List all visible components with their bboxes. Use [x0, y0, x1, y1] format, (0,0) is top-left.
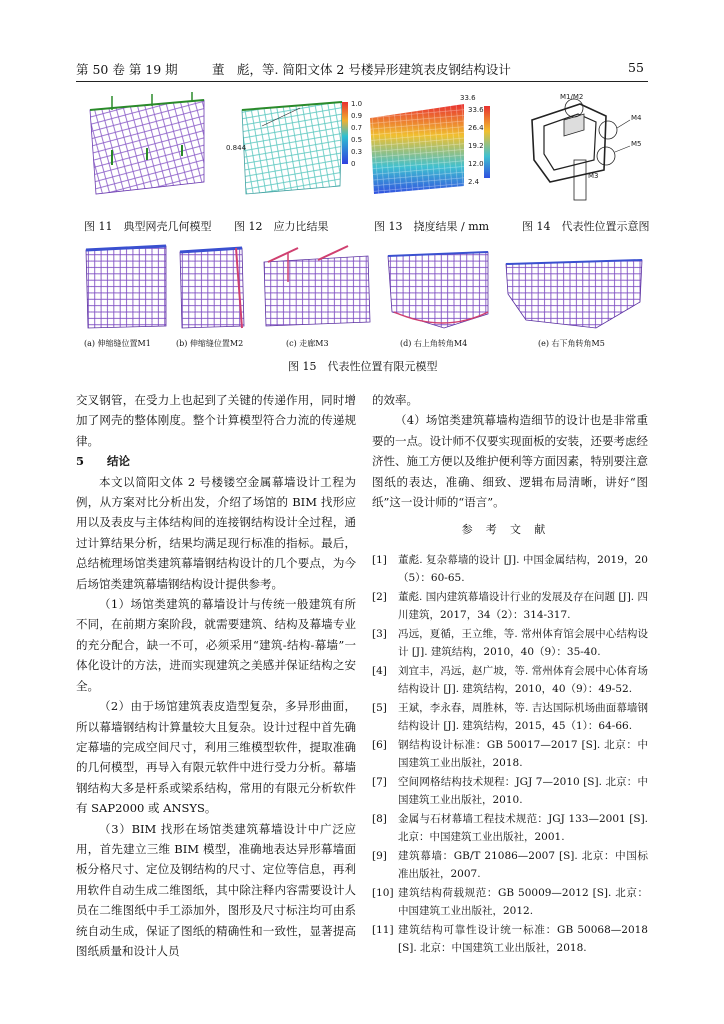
- section-title: 结论: [107, 454, 131, 469]
- paragraph: （2）由于场馆建筑表皮造型复杂，多异形曲面，所以幕墙钢结构计算量较大且复杂。设计过程中首先确定幕墙的完成空间尺寸，利用三维模型软件，提取准确的几何模型，再导入有限元软件中进行受力分析。幕墙钢结构大多是杆系或梁系结构，常用的有限元分析软件有 SAP2000 或 ANSYS。: [76, 699, 356, 816]
- paragraph: 交叉钢管，在受力上也起到了关键的传递作用，同时增加了网壳的整体刚度。整个计算模型符合力流的传递规律。: [76, 393, 356, 448]
- fig12-scale-5: 0.3: [351, 148, 363, 156]
- reference-item: [372, 588, 648, 624]
- fig12-scale-1: 1.0: [351, 100, 363, 108]
- figure-15c-caption: (c) 走廊M3: [286, 339, 329, 348]
- figure-15a-caption: (a) 伸缩缝位置M1: [84, 339, 151, 348]
- reference-text: 建筑结构可靠性设计统一标准：GB 50068—2018 [S]. 北京：中国建筑工业出版社，2018.: [398, 923, 648, 954]
- fig13-scale-4: 12.0: [468, 160, 484, 168]
- reference-item: [372, 847, 648, 883]
- reference-item: [372, 662, 648, 698]
- reference-text: 刘宜丰，冯远，赵广坡，等. 常州体育会展中心体育场结构设计 [J]. 建筑结构，2010，40（9）：49-52.: [398, 664, 648, 695]
- references-title: 参考文献: [461, 523, 559, 537]
- section-heading: [76, 451, 356, 471]
- reference-number: [9]: [372, 849, 387, 862]
- page-number: 55: [628, 60, 644, 75]
- paragraph: （3）BIM 找形在场馆类建筑幕墙设计中广泛应用，首先建立三维 BIM 模型，准确地表达异形幕墙面板分格尺寸、定位及钢结构的尺寸、定位等信息，再利用软件自动生成二维图纸，其中除注释内容需要设计人员在二维图纸中手工添加外，图形及尺寸标注均可由系统自动生成，保证了图纸的精确性和一致性，显著提高图纸质量和设计人员: [76, 821, 356, 958]
- figure-12-caption: 图 12 应力比结果: [234, 220, 329, 233]
- reference-text: 建筑幕墙：GB/T 21086—2007 [S]. 北京：中国标准出版社，2007.: [398, 849, 648, 880]
- figure-15d-caption: (d) 右上角转角M4: [400, 339, 468, 348]
- reference-number: [1]: [372, 553, 387, 566]
- fig12-scale-6: 0: [351, 160, 356, 168]
- figure-15b-image: [176, 242, 248, 332]
- fig13-scale-2: 26.4: [468, 124, 484, 132]
- reference-item: [372, 736, 648, 772]
- fig12-scale-3: 0.7: [351, 124, 363, 132]
- reference-text: 董彪. 复杂幕墙的设计 [J]. 中国金属结构，2019，20（5）：60-65.: [398, 553, 648, 584]
- fig12-annotation: 0.844: [226, 144, 247, 152]
- fig13-annotation: 33.6: [460, 94, 476, 102]
- paragraph: 本文以简阳文体 2 号楼镂空金属幕墙设计工程为例，从方案对比分析出发，介绍了场馆的 BIM 找形应用以及表皮与主体结构间的连接钢结构设计全过程，通过计算结果分析，结果均满足现行标准的指标。最后，总结梳理场馆类建筑幕墙钢结构设计的几个要点，为今后场馆类建筑幕墙钢结构设计提供参考。: [76, 474, 356, 591]
- fig14-label-m4: M4: [631, 114, 642, 122]
- fig14-label-m5: M5: [631, 140, 642, 148]
- figure-14-image: [520, 90, 650, 202]
- reference-number: [10]: [372, 886, 394, 899]
- fig12-scale-4: 0.5: [351, 136, 363, 144]
- reference-number: [5]: [372, 701, 387, 714]
- paragraph: （4）场馆类建筑幕墙构造细节的设计也是非常重要的一点。设计师不仅要实现面板的安装，还要考虑经济性、施工方便以及维护便利等方面因素，特别要注意图纸的表达，准确、细致、逻辑布局清晰，讲好“图纸”这一设计师的“语言”。: [372, 413, 648, 510]
- reference-number: [2]: [372, 590, 387, 603]
- figure-11-image: [82, 90, 210, 202]
- reference-item: [372, 810, 648, 846]
- running-title: 董 彪，等. 简阳文体 2 号楼异形建筑表皮钢结构设计: [212, 62, 511, 77]
- section-number: 5: [76, 454, 85, 469]
- reference-item: [372, 921, 648, 957]
- reference-text: 钢结构设计标准：GB 50017—2017 [S]. 北京：中国建筑工业出版社，2018.: [398, 738, 648, 769]
- reference-number: [8]: [372, 812, 387, 825]
- paragraph: （1）场馆类建筑的幕墙设计与传统一般建筑有所不同，在前期方案阶段，就需要建筑、结构及幕墙专业的充分配合，缺一不可，必须采用“建筑-结构-幕墙”一体化设计的方法，进而实现建筑之美感并保证结构之安全。: [76, 597, 356, 693]
- header-rule: [76, 81, 648, 82]
- figure-15e-caption: (e) 右下角转角M5: [538, 339, 605, 348]
- reference-item: [372, 551, 648, 587]
- reference-number: [3]: [372, 627, 387, 640]
- reference-item: [372, 699, 648, 735]
- figure-15b-caption: (b) 伸缩缝位置M2: [176, 339, 244, 348]
- journal-volume: 第 50 卷 第 19 期: [76, 62, 178, 77]
- reference-number: [7]: [372, 775, 387, 788]
- figure-11-caption: 图 11 典型网壳几何模型: [84, 220, 212, 233]
- reference-text: 董彪. 国内建筑幕墙设计行业的发展及存在问题 [J]. 四川建筑，2017，34（2）：314-317.: [398, 590, 648, 621]
- left-column: [76, 390, 356, 961]
- reference-text: 王斌，李永春，周胜林，等. 吉达国际机场曲面幕墙钢结构设计 [J]. 建筑结构，2015，45（1）：64-66.: [398, 701, 648, 732]
- reference-text: 建筑结构荷载规范：GB 50009—2012 [S]. 北京：中国建筑工业出版社，2012.: [398, 886, 648, 917]
- fig12-scale-2: 0.9: [351, 112, 363, 120]
- reference-item: [372, 884, 648, 920]
- reference-number: [11]: [372, 923, 394, 936]
- figure-13-caption: 图 13 挠度结果 / mm: [374, 220, 490, 233]
- figure-15a-image: [82, 242, 170, 332]
- reference-item: [372, 773, 648, 809]
- reference-list: [372, 551, 648, 957]
- figure-12-image: [222, 90, 370, 202]
- figure-14-caption: 图 14 代表性位置示意图: [522, 220, 650, 233]
- reference-text: 金属与石材幕墙工程技术规范：JGJ 133—2001 [S]. 北京：中国建筑工业出版社，2001.: [398, 812, 648, 843]
- fig13-scale-5: 2.4: [468, 178, 480, 186]
- figure-15e-image: [500, 242, 648, 332]
- paragraph: 的效率。: [372, 393, 418, 407]
- figure-15d-image: [384, 242, 494, 332]
- reference-text: 空间网格结构技术规程：JGJ 7—2010 [S]. 北京：中国建筑工业出版社，2010.: [398, 775, 648, 806]
- figure-13-image: [364, 90, 508, 202]
- figure-15c-image: [258, 242, 378, 332]
- fig14-label-m3: M3: [588, 172, 599, 180]
- reference-text: 冯远，夏循，王立维，等. 常州体育馆会展中心结构设计 [J]. 建筑结构，2010，40（9）：35-40.: [398, 627, 648, 658]
- reference-number: [6]: [372, 738, 387, 751]
- reference-number: [4]: [372, 664, 387, 677]
- figure-15-caption: 图 15 代表性位置有限元模型: [288, 360, 438, 373]
- right-column: [372, 390, 648, 958]
- fig13-scale-1: 33.6: [468, 106, 484, 114]
- reference-item: [372, 625, 648, 661]
- fig14-label-m1m2: M1/M2: [560, 93, 584, 101]
- fig13-scale-3: 19.2: [468, 142, 484, 150]
